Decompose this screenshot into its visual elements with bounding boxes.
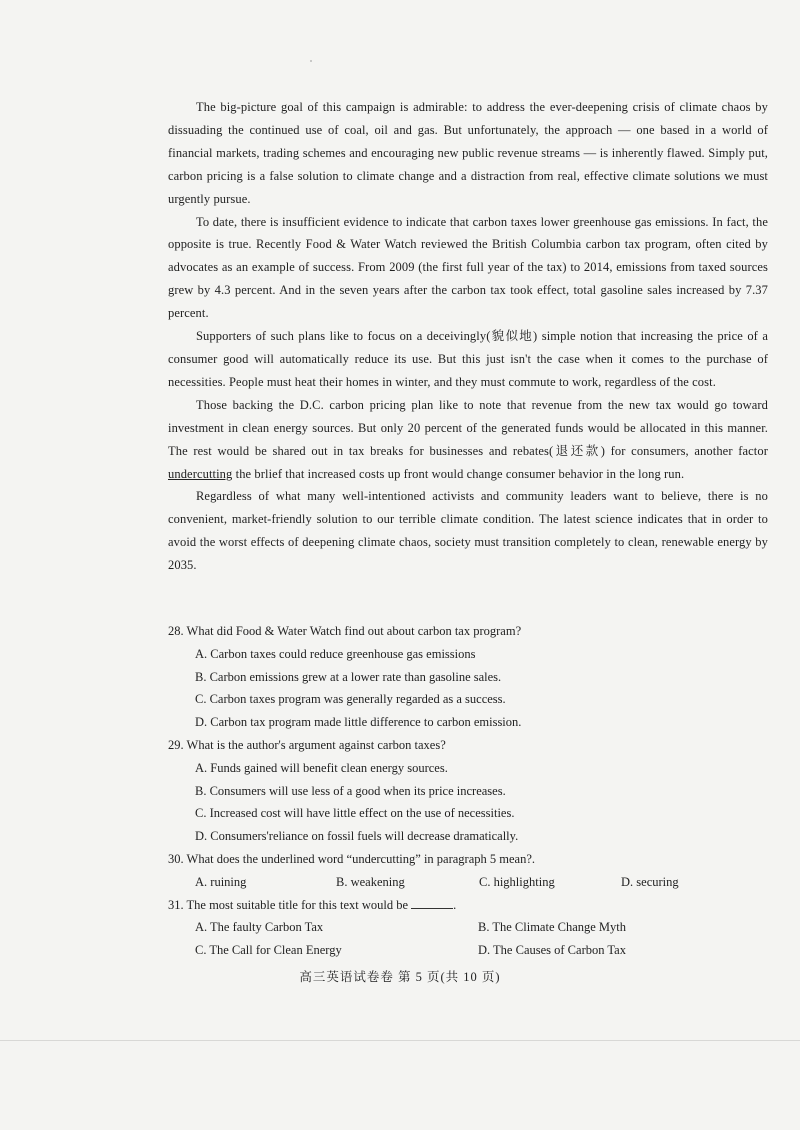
question-28-stem: 28. What did Food & Water Watch find out about carbon tax program? — [168, 624, 522, 638]
paragraph-4-text-before: Those backing the D.C. carbon pricing plan like to note that revenue from the new tax would go toward investment in clean energy sources. But only 20 percent of the generated funds would be allocated in this manner. The rest would be shared out in tax breaks for businesses and rebates(退还款) for consumers, another factor — [168, 397, 768, 458]
question-29-option-d: D. Consumers'reliance on fossil fuels will decrease dramatically. — [195, 829, 519, 844]
question-29-stem: 29. What is the author's argument against carbon taxes? — [168, 737, 446, 752]
underlined-word: undercutting — [168, 466, 233, 481]
passage-paragraph-1: The big-picture goal of this campaign is admirable: to address the ever-deepening crisis of climate chaos by dissuading the continued use of coal, oil and gas. But unfortunately, the approach — one based in a world of financial markets, trading schemes and encouraging new public revenue streams — is inherently flawed. Simply put, carbon pricing is a false solution to climate change and a distraction from real, effective climate solutions we must urgently pursue. — [168, 100, 768, 206]
question-31-stem-text: 31. The most suitable title for this text would be — [168, 897, 409, 912]
question-29-option-c: C. Increased cost will have little effect on the use of necessities. — [195, 806, 515, 821]
passage-paragraph-3: Supporters of such plans like to focus on a deceivingly(貌似地) simple notion that increasing the price of a consumer good will automatically reduce its use. But this just isn't the case when it comes to the purchase of necessities. People must heat their homes in winter, and they must commute to work, regardless of the cost. — [168, 329, 768, 389]
question-31-stem-end: . — [453, 897, 457, 912]
question-31-stem — [168, 894, 768, 917]
passage-paragraph-4 — [168, 394, 768, 486]
question-28-option-a: A. Carbon taxes could reduce greenhouse gas emissions — [195, 646, 476, 661]
question-28-option-b: B. Carbon emissions grew at a lower rate than gasoline sales. — [195, 669, 502, 684]
question-28-option-d: D. Carbon tax program made little difference to carbon emission. — [195, 715, 522, 730]
question-31-option-c: C. The Call for Clean Energy — [195, 943, 342, 958]
question-31-option-d: D. The Causes of Carbon Tax — [478, 943, 626, 958]
question-section — [168, 620, 768, 962]
question-30-stem: 30. What does the underlined word “undercutting” in paragraph 5 mean?. — [168, 851, 536, 866]
reading-passage — [168, 96, 768, 577]
question-31-options-row-1 — [195, 916, 768, 939]
question-30-option-a: A. ruining — [195, 874, 247, 889]
passage-paragraph-2: To date, there is insufficient evidence to indicate that carbon taxes lower greenhouse gas emissions. In fact, the opposite is true. Recently Food & Water Watch reviewed the British Columbia carbon tax program, often cited by advocates as an example of success. From 2009 (the first full year of the tax) to 2014, emissions from taxed sources grew by 4.3 percent. And in the seven years after the carbon tax took effect, total gasoline sales increased by 7.37 percent. — [168, 214, 768, 321]
question-31-options-row-2 — [195, 939, 768, 962]
scan-edge-line — [0, 1040, 800, 1041]
question-30-option-d: D. securing — [621, 874, 679, 889]
question-30-options — [195, 871, 768, 894]
question-31-option-b: B. The Climate Change Myth — [478, 920, 627, 935]
question-30-option-c: C. highlighting — [479, 874, 555, 889]
question-28-option-c: C. Carbon taxes program was generally regarded as a success. — [195, 692, 506, 707]
passage-paragraph-5: Regardless of what many well-intentioned activists and community leaders want to believe, there is no convenient, market-friendly solution to our terrible climate condition. The latest science indicates that in order to avoid the worst effects of deepening climate chaos, society must transition completely to clean, renewable energy by 2035. — [168, 489, 768, 573]
page-footer: 高三英语试卷卷 第 5 页(共 10 页) — [299, 970, 501, 984]
question-30-option-b: B. weakening — [336, 874, 405, 889]
scan-speck — [310, 60, 312, 62]
paragraph-4-text-after: the brlief that increased costs up front would change consumer behavior in the long run. — [232, 466, 685, 481]
question-29-option-a: A. Funds gained will benefit clean energy sources. — [195, 760, 448, 775]
answer-blank — [411, 896, 453, 909]
question-31-option-a: A. The faulty Carbon Tax — [195, 920, 324, 935]
question-29-option-b: B. Consumers will use less of a good when its price increases. — [195, 783, 506, 798]
